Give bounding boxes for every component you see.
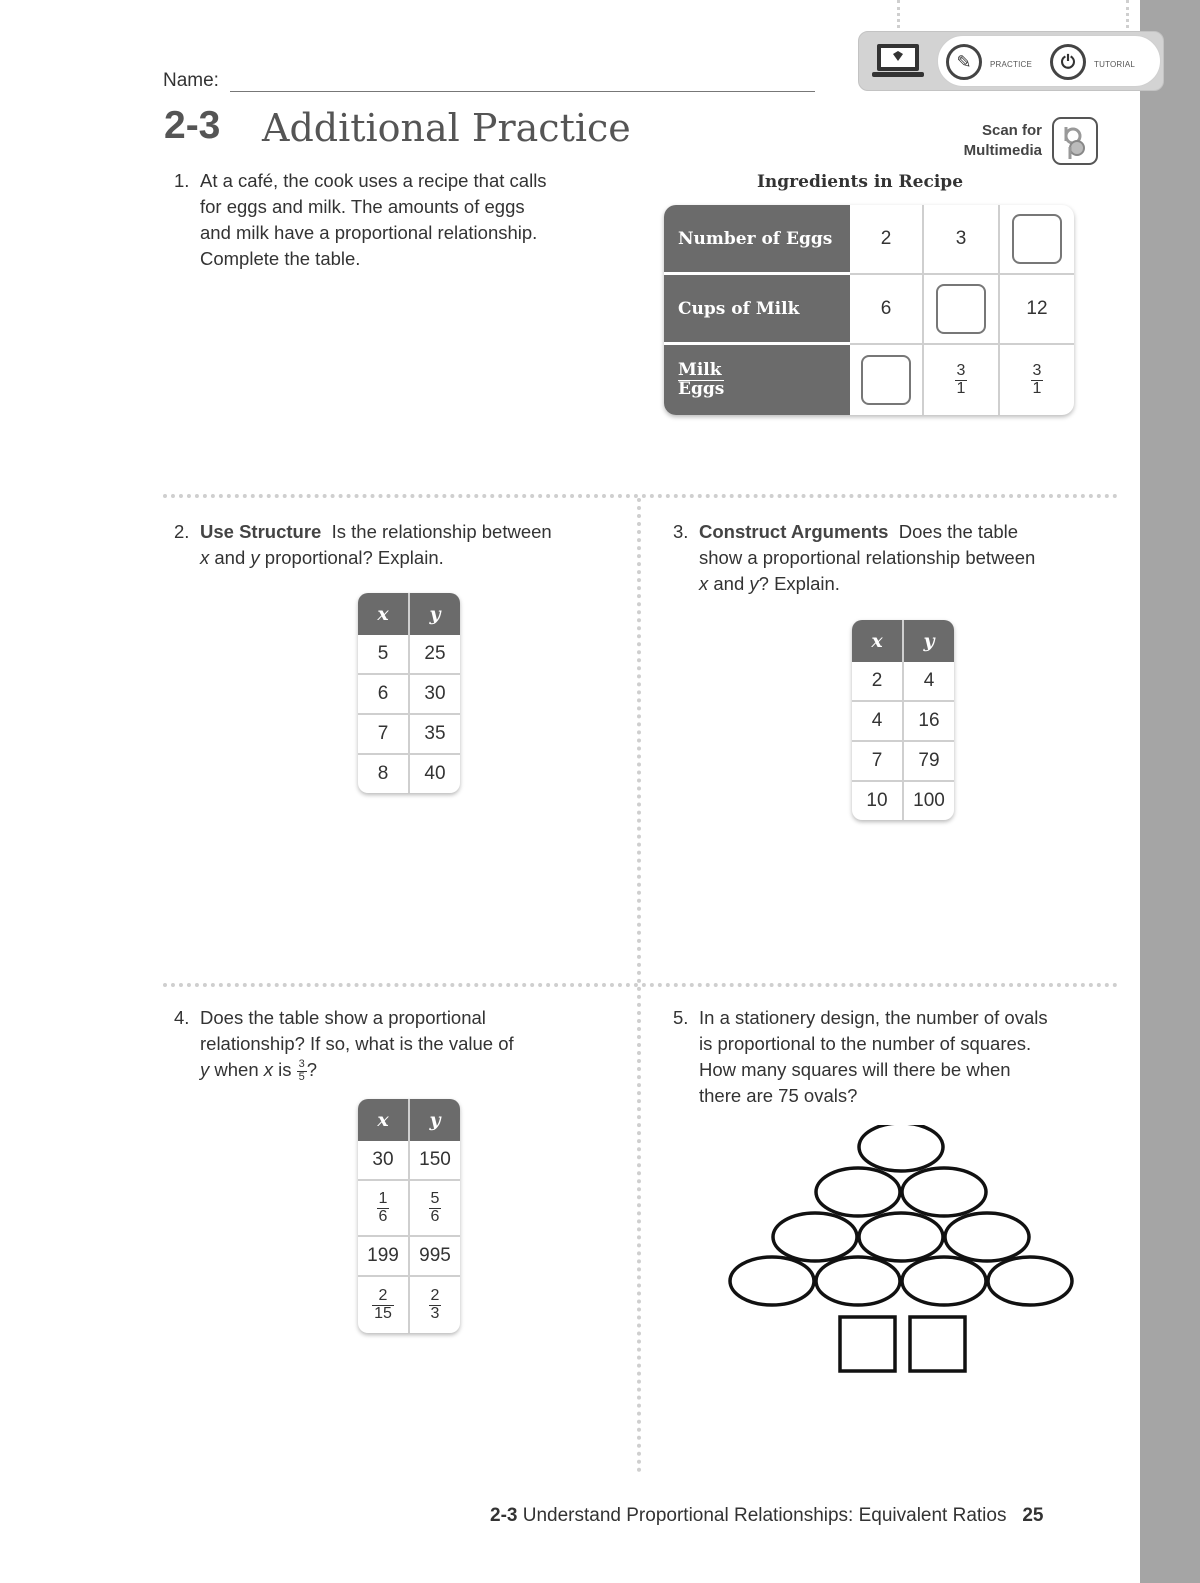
- q2-text-part: proportional? Explain.: [264, 547, 444, 568]
- oval: [945, 1213, 1029, 1261]
- q1-text: [200, 168, 620, 272]
- q1-line: Complete the table.: [200, 248, 361, 269]
- page-number: 25: [1022, 1505, 1044, 1526]
- q3-text: [699, 519, 1119, 597]
- var-y: y: [250, 547, 260, 568]
- q3-text-part: and: [713, 573, 745, 594]
- cell-eggs-1: 2: [850, 205, 924, 275]
- top-dotted-guide: [897, 0, 900, 28]
- row-label-ratio: [664, 345, 850, 415]
- oval: [902, 1168, 986, 1216]
- col-y-header: y: [904, 620, 954, 662]
- q3-number: 3.: [673, 521, 689, 542]
- col-x-header: x: [358, 593, 410, 635]
- table-cell: 4: [852, 702, 904, 742]
- answer-box-milk[interactable]: [936, 284, 986, 334]
- q1-line: At a café, the cook uses a recipe that calls: [200, 170, 547, 191]
- cell-ratio-1: [850, 345, 924, 415]
- oval: [773, 1213, 857, 1261]
- stationery-design-diagram: [728, 1125, 1088, 1383]
- q2-text-part: and: [214, 547, 246, 568]
- scan-line-2: Multimedia: [963, 142, 1042, 159]
- square: [840, 1317, 895, 1371]
- cell-milk-1: 6: [850, 275, 924, 345]
- table-cell: 150: [410, 1141, 460, 1181]
- table-cell: 40: [424, 763, 446, 784]
- footer-title: Understand Proportional Relationships: Equivalent Ratios: [522, 1505, 1007, 1526]
- table-cell: 79: [904, 742, 954, 782]
- table-cell: 7: [852, 742, 904, 782]
- table-cell: 199: [358, 1237, 410, 1277]
- var-x: x: [699, 573, 709, 594]
- oval: [816, 1257, 900, 1305]
- q3-text-part: ? Explain.: [758, 573, 840, 594]
- footer-lesson: 2-3: [490, 1505, 518, 1526]
- recipe-table: [664, 205, 1074, 415]
- col-x-header: x: [852, 620, 904, 662]
- q3-text-part: Does the table: [898, 521, 1019, 542]
- var-y: y: [200, 1059, 210, 1080]
- oval: [730, 1257, 814, 1305]
- page-edge-bar: [1140, 0, 1200, 1583]
- table-cell: 5: [358, 635, 410, 675]
- oval: [988, 1257, 1072, 1305]
- q5-text-part: In a stationery design, the number of ovals: [699, 1007, 1048, 1028]
- answer-box-ratio[interactable]: [861, 355, 911, 405]
- recipe-table-title: Ingredients in Recipe: [756, 172, 964, 192]
- cell-eggs-2: 3: [924, 205, 1000, 275]
- q5-text: [699, 1005, 1119, 1109]
- top-dotted-guide: [1126, 0, 1129, 28]
- table-cell: 100: [913, 790, 945, 811]
- cell-eggs-3: [1000, 205, 1074, 275]
- q5-number: 5.: [673, 1007, 689, 1028]
- table-cell: 8: [358, 755, 410, 793]
- table-cell: 25: [410, 635, 460, 675]
- oval: [859, 1125, 943, 1171]
- practice-label[interactable]: PRACTICE: [990, 60, 1033, 69]
- oval: [816, 1168, 900, 1216]
- q4-number: 4.: [174, 1007, 190, 1028]
- var-x: x: [200, 547, 210, 568]
- q2-text-part: Is the relationship between: [331, 521, 552, 542]
- table-cell: 6: [358, 675, 410, 715]
- page-title: Additional Practice: [262, 106, 631, 150]
- q5-text-part: How many squares will there be when: [699, 1059, 1011, 1080]
- tutorial-icon[interactable]: ⏻: [1050, 44, 1086, 80]
- table-cell: [358, 1181, 410, 1237]
- table-cell: 10: [852, 782, 904, 820]
- table-fraction: $\frac{2}{3}$: [430, 1286, 440, 1322]
- q5-text-part: there are 75 ovals?: [699, 1085, 858, 1106]
- multimedia-bar: [858, 31, 1164, 91]
- ratio-label-num: Milk: [678, 362, 724, 381]
- var-y: y: [749, 573, 759, 594]
- cell-milk-3: 12: [1000, 275, 1074, 345]
- tutorial-label[interactable]: TUTORIAL: [1094, 60, 1136, 69]
- table-cell: 16: [904, 702, 954, 742]
- row-label-milk: Cups of Milk: [664, 275, 850, 345]
- column-divider: [637, 498, 641, 1473]
- lesson-number: 2-3: [164, 104, 221, 147]
- table-fraction: $\frac{2}{15}$: [374, 1286, 392, 1322]
- ratio-label-den: Eggs: [678, 378, 725, 399]
- q4-fraction: $\frac{3}{5}$: [298, 1058, 305, 1083]
- table-fraction: $\frac{5}{6}$: [430, 1189, 440, 1225]
- table-cell: 4: [904, 662, 954, 702]
- col-y-header: y: [410, 1099, 460, 1141]
- q3-bold-label: Construct Arguments: [699, 521, 889, 542]
- table-cell: 2: [852, 662, 904, 702]
- q2-number: 2.: [174, 521, 190, 542]
- oval: [902, 1257, 986, 1305]
- table-cell: 30: [358, 1141, 410, 1181]
- multimedia-buttons: [937, 35, 1161, 87]
- table-cell: 30: [410, 675, 460, 715]
- name-label: Name:: [163, 70, 219, 91]
- q3-text-part: show a proportional relationship between: [699, 547, 1036, 568]
- q4-text-part: is: [278, 1059, 292, 1080]
- square: [910, 1317, 965, 1371]
- scan-code-icon[interactable]: [1052, 117, 1098, 165]
- scan-for-multimedia: [930, 121, 1042, 161]
- table-cell: [410, 1277, 460, 1333]
- q4-text-part: relationship? If so, what is the value of: [200, 1033, 514, 1054]
- ratio-fraction: $\frac{3}{1}$: [1032, 361, 1042, 397]
- q4-text-part: when: [214, 1059, 259, 1080]
- col-y-header: y: [410, 593, 460, 635]
- answer-box-eggs[interactable]: [1012, 214, 1062, 264]
- table-cell: 7: [358, 715, 410, 755]
- practice-icon[interactable]: ✎: [946, 44, 982, 80]
- table-fraction: $\frac{1}{6}$: [378, 1189, 388, 1225]
- milk-over-eggs-label: [678, 359, 725, 399]
- q1-number: 1.: [174, 170, 190, 191]
- name-field-line[interactable]: [230, 91, 815, 92]
- row-label-eggs: Number of Eggs: [664, 205, 850, 275]
- q2-bold-label: Use Structure: [200, 521, 322, 542]
- q5-text-part: is proportional to the number of squares.: [699, 1033, 1032, 1054]
- q2-table: [358, 593, 460, 793]
- q1-line: and milk have a proportional relationship.: [200, 222, 538, 243]
- table-cell: 995: [410, 1237, 460, 1277]
- ratio-fraction: $\frac{3}{1}$: [956, 361, 966, 397]
- q2-text: [200, 519, 620, 571]
- var-x: x: [263, 1059, 274, 1080]
- q3-table: [852, 620, 954, 820]
- cell-ratio-2: [924, 345, 1000, 415]
- cell-milk-2: [924, 275, 1000, 345]
- laptop-icon[interactable]: [871, 42, 925, 80]
- oval: [859, 1213, 943, 1261]
- q4-text-part: ?: [306, 1059, 318, 1080]
- q1-line: for eggs and milk. The amounts of eggs: [200, 196, 525, 217]
- q4-table: [358, 1099, 460, 1333]
- scan-line-1: Scan for: [981, 122, 1042, 139]
- page-footer: [490, 1505, 1043, 1527]
- col-x-header: x: [358, 1099, 410, 1141]
- q4-text: [200, 1005, 620, 1083]
- table-cell: [410, 1181, 460, 1237]
- cell-ratio-3: [1000, 345, 1074, 415]
- q4-text-part: Does the table show a proportional: [200, 1007, 486, 1028]
- table-cell: 35: [410, 715, 460, 755]
- table-cell: [358, 1277, 410, 1333]
